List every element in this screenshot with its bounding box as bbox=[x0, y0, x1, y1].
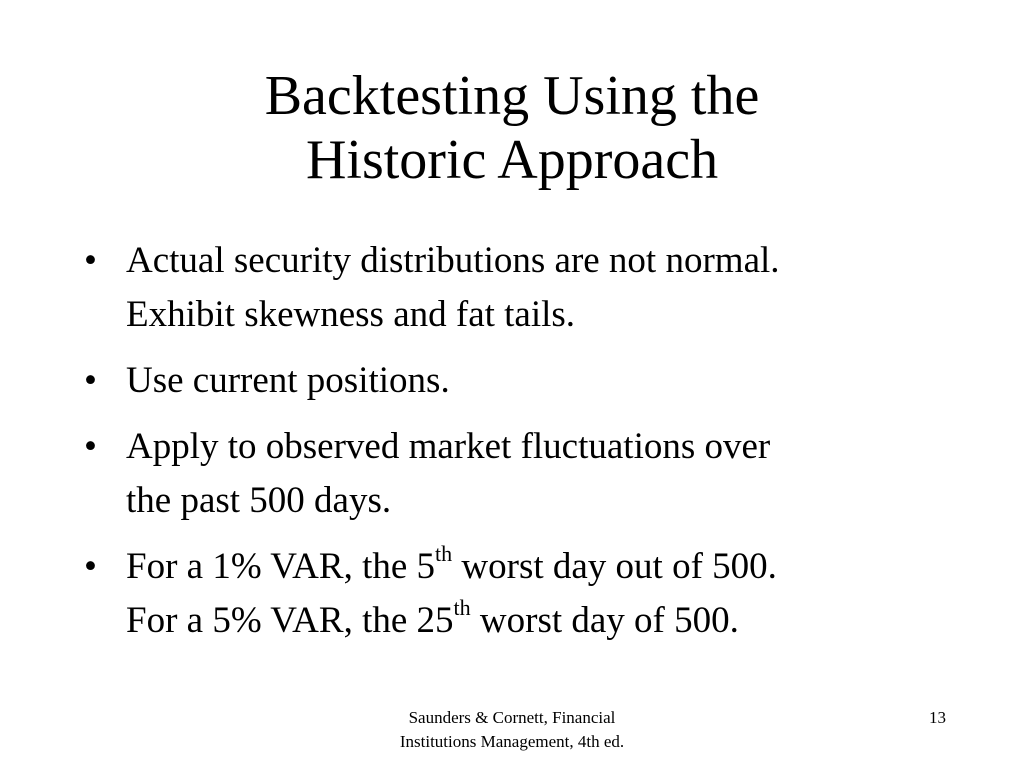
slide-title bbox=[0, 64, 1024, 192]
bullet-item bbox=[84, 420, 964, 528]
bullet-icon: • bbox=[84, 426, 97, 467]
bullet-text bbox=[126, 540, 964, 594]
bullet-text: Apply to observed market fluctuations over bbox=[126, 426, 771, 467]
bullet-text-part: For a 5% VAR, the 25 bbox=[126, 600, 454, 641]
bullet-text-part: worst day out of 500. bbox=[452, 546, 777, 587]
bullet-text bbox=[126, 594, 964, 648]
slide-title-line-2: Historic Approach bbox=[305, 129, 719, 191]
page-number: 13 bbox=[929, 708, 946, 727]
bullet-list bbox=[84, 234, 964, 660]
bullet-text: Actual security distributions are not normal. bbox=[126, 240, 780, 281]
bullet-text: the past 500 days. bbox=[126, 480, 392, 521]
bullet-text: Exhibit skewness and fat tails. bbox=[126, 294, 576, 335]
slide-title-line-1: Backtesting Using the bbox=[264, 65, 760, 127]
bullet-text-part: For a 1% VAR, the 5 bbox=[126, 546, 436, 587]
bullet-item bbox=[84, 540, 964, 648]
bullet-icon: • bbox=[84, 546, 97, 587]
bullet-text-part: worst day of 500. bbox=[470, 600, 739, 641]
footer-line-1: Saunders & Cornett, Financial bbox=[408, 708, 616, 727]
bullet-icon: • bbox=[84, 240, 97, 281]
ordinal-suffix: th bbox=[453, 594, 471, 620]
ordinal-suffix: th bbox=[435, 540, 453, 566]
bullet-icon: • bbox=[84, 360, 97, 401]
bullet-text: Use current positions. bbox=[126, 360, 450, 401]
bullet-item bbox=[84, 234, 964, 342]
bullet-item bbox=[84, 354, 964, 408]
footer-line-2: Institutions Management, 4th ed. bbox=[399, 732, 625, 751]
footer-citation bbox=[362, 706, 662, 754]
